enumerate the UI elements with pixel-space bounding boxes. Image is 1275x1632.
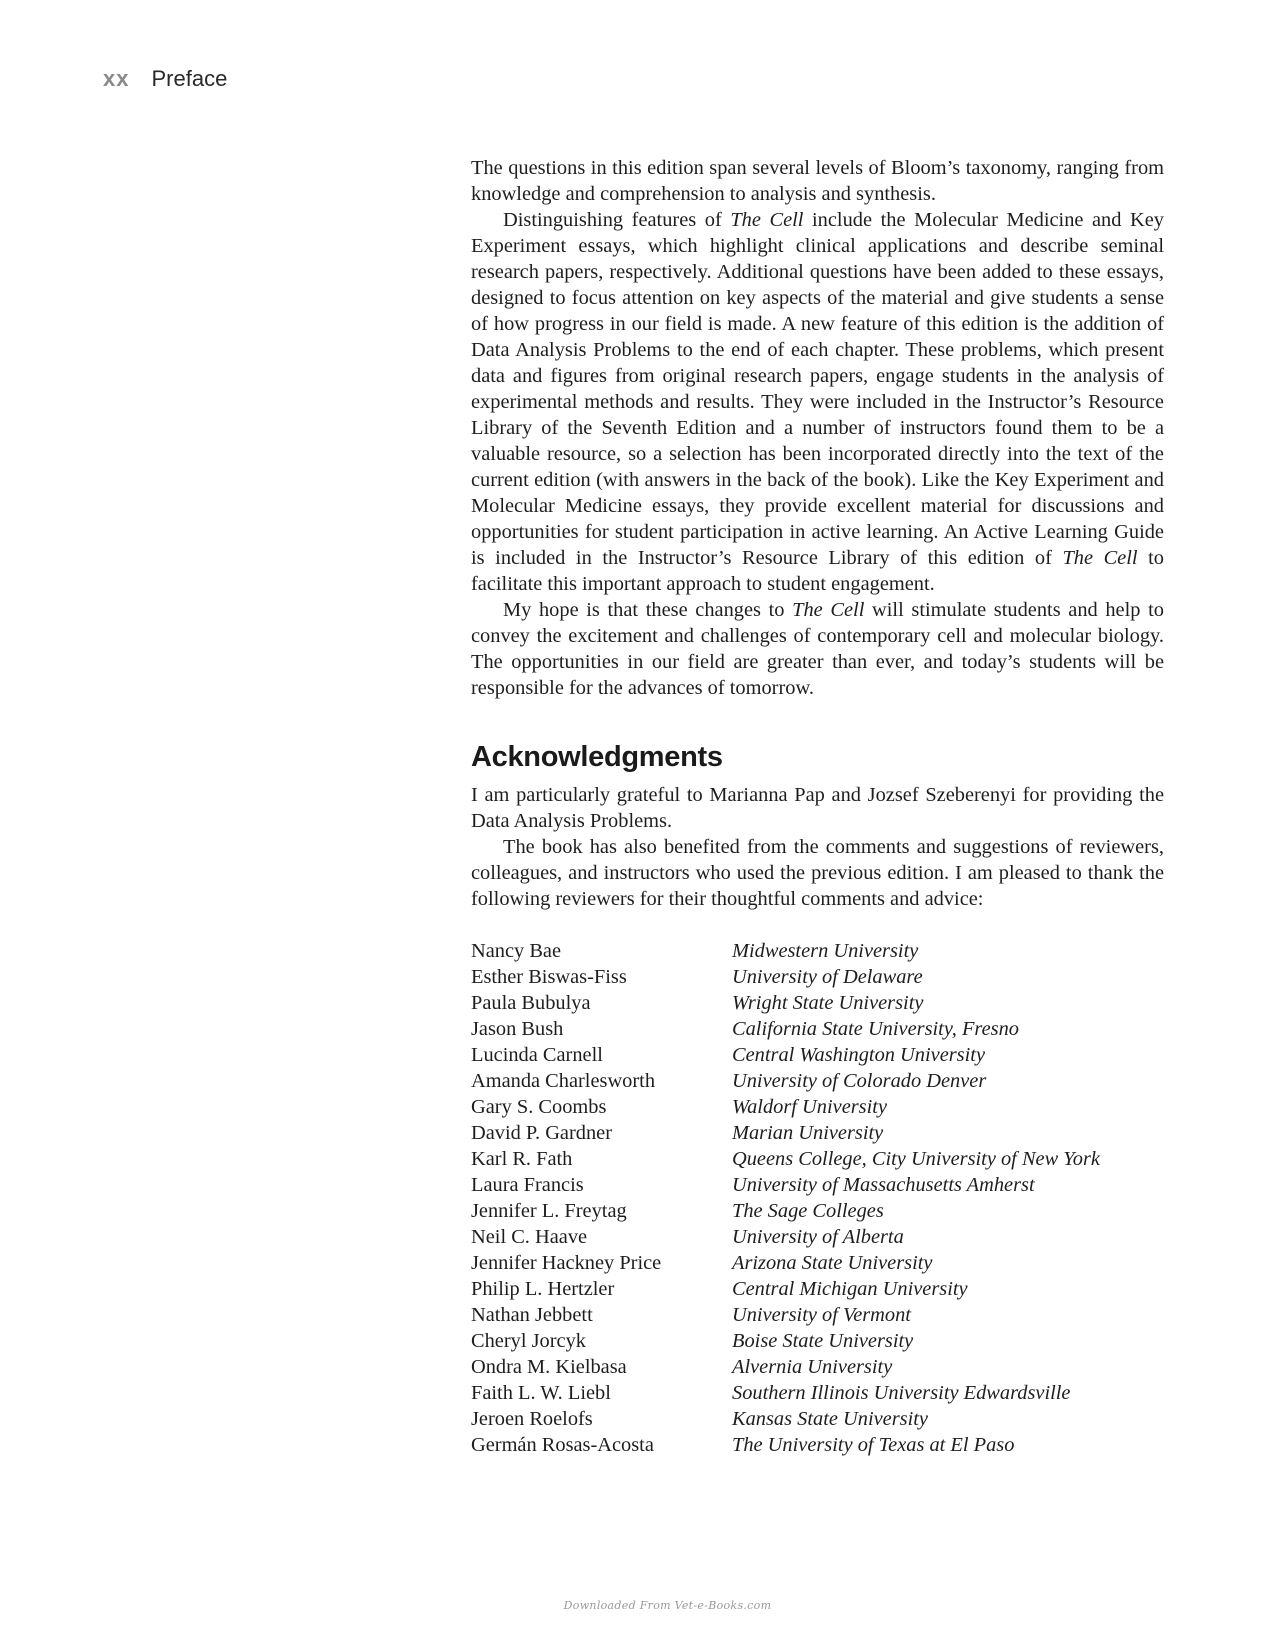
acknowledgments-paragraph-1: I am particularly grateful to Marianna Pap and Jozsef Szeberenyi for providing the Data Analysis Problems.: [471, 784, 1164, 832]
section-title: Preface: [151, 66, 228, 91]
reviewer-institution: University of Delaware: [732, 966, 923, 988]
reviewer-name: Faith L. W. Liebl: [471, 1382, 611, 1404]
reviewer-name: Gary S. Coombs: [471, 1096, 607, 1118]
reviewer-institution: Central Michigan University: [732, 1278, 968, 1300]
reviewer-row: [471, 1380, 1100, 1406]
running-head: [103, 66, 227, 92]
download-watermark: Downloaded From Vet-e-Books.com: [563, 1599, 772, 1612]
acknowledgments-heading: Acknowledgments: [471, 741, 723, 773]
reviewer-row: [471, 1068, 1100, 1094]
reviewer-name: Jennifer L. Freytag: [471, 1200, 627, 1222]
reviewer-row: [471, 1016, 1100, 1042]
paragraph-distinguishing-features: [471, 207, 1164, 597]
reviewer-institution: University of Vermont: [732, 1304, 911, 1326]
reviewer-row: [471, 1146, 1100, 1172]
paragraph-my-hope: [471, 597, 1164, 701]
reviewer-institution: University of Massachusetts Amherst: [732, 1174, 1035, 1196]
reviewer-institution: The University of Texas at El Paso: [732, 1434, 1015, 1456]
reviewer-institution: Waldorf University: [732, 1096, 887, 1118]
reviewer-name: Laura Francis: [471, 1174, 584, 1196]
reviewer-row: [471, 1198, 1100, 1224]
paragraph-blooms-taxonomy: The questions in this edition span several levels of Bloom’s taxonomy, ranging from knowledge and comprehension to analysis and synthesis.: [471, 157, 1164, 205]
reviewer-institution: Arizona State University: [732, 1252, 933, 1274]
reviewer-row: [471, 1328, 1100, 1354]
reviewer-name: Karl R. Fath: [471, 1148, 573, 1170]
reviewer-row: [471, 1120, 1100, 1146]
reviewer-name: Amanda Charlesworth: [471, 1070, 656, 1092]
reviewer-institution: Boise State University: [732, 1330, 914, 1352]
reviewer-institution: Marian University: [732, 1122, 884, 1144]
reviewer-row: [471, 1406, 1100, 1432]
reviewer-row: [471, 990, 1100, 1016]
reviewers-list: [471, 938, 1100, 1458]
reviewer-row: [471, 964, 1100, 990]
reviewer-name: Germán Rosas-Acosta: [471, 1434, 654, 1456]
reviewer-row: [471, 1042, 1100, 1068]
reviewer-name: David P. Gardner: [471, 1122, 613, 1144]
reviewer-institution: Midwestern University: [732, 940, 919, 962]
reviewer-row: [471, 1432, 1100, 1458]
reviewer-institution: Central Washington University: [732, 1044, 985, 1066]
paragraph-text: will stimulate students and help to convey the excitement and challenges of contemporary cell and molecular biology. The opportunities in our field are greater than ever, and today’s students will be responsible for the advances of tomorrow.: [471, 599, 1164, 699]
reviewer-institution: University of Colorado Denver: [732, 1070, 987, 1092]
reviewer-name: Nancy Bae: [471, 940, 562, 962]
paragraph-text: Distinguishing features of: [503, 209, 731, 231]
reviewer-name: Neil C. Haave: [471, 1226, 588, 1248]
reviewer-name: Cheryl Jorcyk: [471, 1330, 586, 1352]
reviewer-institution: Queens College, City University of New York: [732, 1148, 1100, 1170]
main-text-column: [471, 155, 1164, 1458]
reviewer-institution: The Sage Colleges: [732, 1200, 884, 1222]
reviewers-table: [471, 938, 1100, 1458]
reviewer-name: Jason Bush: [471, 1018, 564, 1040]
reviewer-row: [471, 1094, 1100, 1120]
paragraph-text: My hope is that these changes to: [503, 599, 793, 621]
reviewer-name: Lucinda Carnell: [471, 1044, 603, 1066]
paragraph-text: to facilitate this important approach to student engagement.: [471, 547, 1164, 595]
reviewer-row: [471, 1354, 1100, 1380]
reviewer-name: Esther Biswas-Fiss: [471, 966, 627, 988]
reviewer-institution: Southern Illinois University Edwardsville: [732, 1382, 1071, 1404]
reviewer-name: Philip L. Hertzler: [471, 1278, 615, 1300]
reviewer-row: [471, 1250, 1100, 1276]
reviewer-row: [471, 1172, 1100, 1198]
book-title: The Cell: [730, 209, 804, 231]
reviewer-name: Nathan Jebbett: [471, 1304, 593, 1326]
reviewer-institution: Kansas State University: [732, 1408, 928, 1430]
reviewer-row: [471, 938, 1100, 964]
reviewer-institution: Wright State University: [732, 992, 924, 1014]
paragraph-text: include the Molecular Medicine and Key Experiment essays, which highlight clinical applications and describe seminal research papers, respectively. Additional questions have been added to these essays, designed to focus attention on key aspects of the material and give students a sense of how progress in our field is made. A new feature of this edition is the addition of Data Analysis Problems to the end of each chapter. These problems, which present data and figures from original research papers, engage students in the analysis of experimental methods and results. They were included in the Instructor’s Resource Library of the Seventh Edition and a number of instructors found them to be a valuable resource, so a selection has been incorporated directly into the text of the current edition (with answers in the back of the book). Like the Key Experiment and Molecular Medicine essays, they provide excellent material for discussions and opportunities for student participation in active learning. An Active Learning Guide is included in the Instructor’s Resource Library of this edition of: [471, 209, 1164, 569]
book-title: The Cell: [1062, 547, 1138, 569]
reviewer-name: Paula Bubulya: [471, 992, 591, 1014]
reviewer-name: Jennifer Hackney Price: [471, 1252, 662, 1274]
reviewer-row: [471, 1302, 1100, 1328]
reviewer-name: Jeroen Roelofs: [471, 1408, 593, 1430]
reviewer-institution: Alvernia University: [732, 1356, 893, 1378]
reviewer-name: Ondra M. Kielbasa: [471, 1356, 627, 1378]
reviewer-institution: California State University, Fresno: [732, 1018, 1019, 1040]
reviewer-institution: University of Alberta: [732, 1226, 904, 1248]
acknowledgments-paragraph-2: The book has also benefited from the comments and suggestions of reviewers, colleagues, and instructors who used the previous edition. I am pleased to thank the following reviewers for their thoughtful comments and advice:: [471, 836, 1164, 910]
book-title: The Cell: [792, 599, 865, 621]
reviewer-row: [471, 1224, 1100, 1250]
page-number: xx: [103, 66, 130, 91]
reviewer-row: [471, 1276, 1100, 1302]
